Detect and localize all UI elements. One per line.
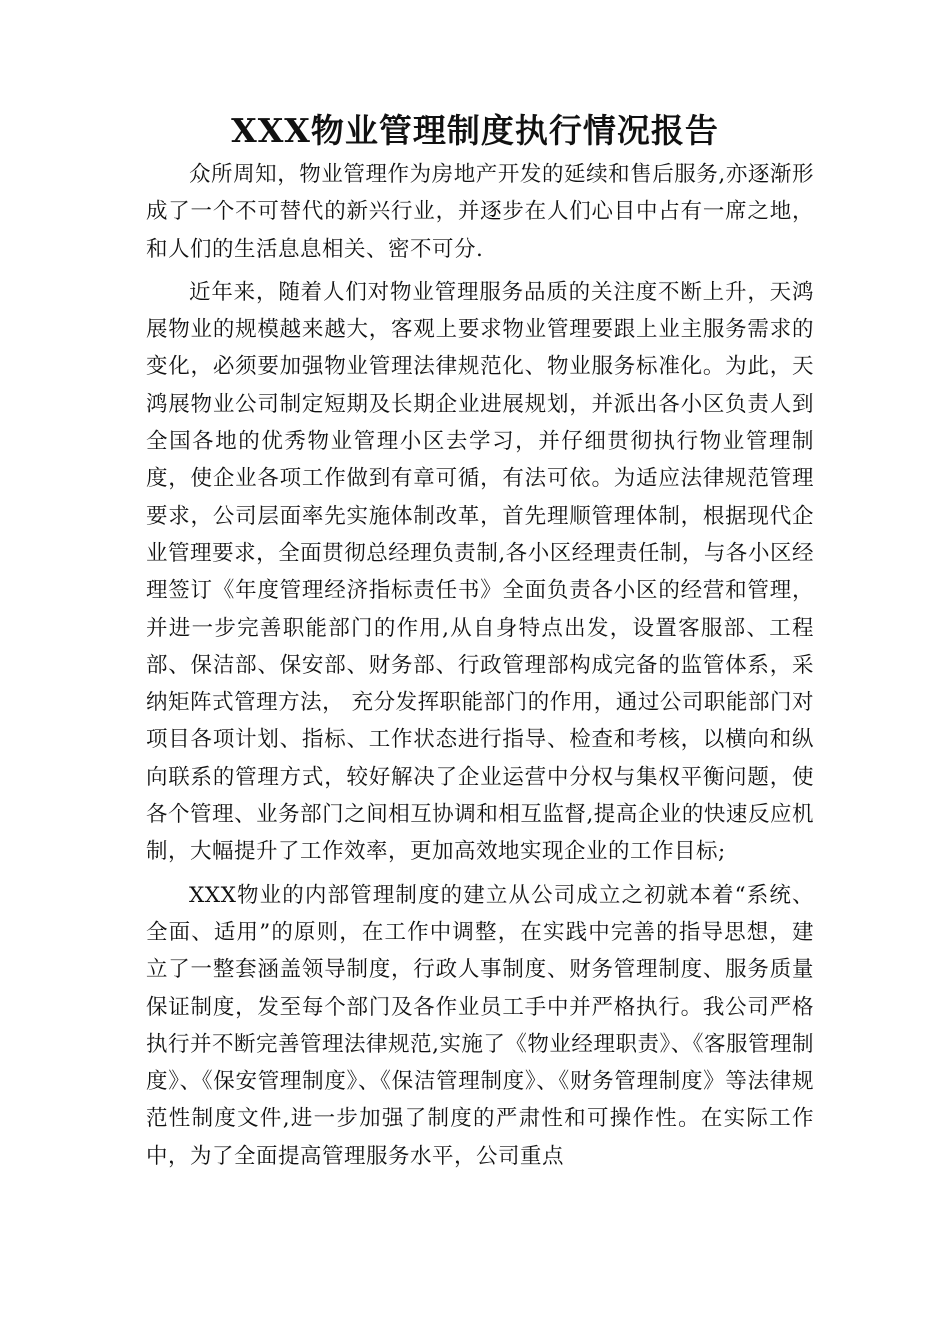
document-body [146,156,814,1175]
paragraph-internal-rules: XXX物业的内部管理制度的建立从公司成立之初就本着“系统、全面、适用”的原则，在工作中调整，在实践中完善的指导思想，建立了一整套涵盖领导制度，行政人事制度、财务管理制度、服务质量保证制度，发至每个部门及各作业员工手中并严格执行。我公司严格执行并不断完善管理法律规范,实施了《物业经理职责》、《客服管理制度》、《保安管理制度》、《保洁管理制度》、《财务管理制度》等法律规范性制度文件,进一步加强了制度的严肃性和可操作性。在实际工作中，为了全面提高管理服务水平，公司重点 [146,882,814,1169]
document-title: XXX物业管理制度执行情况报告 [231,111,719,150]
paragraph-intro: 众所周知，物业管理作为房地产开发的延续和售后服务,亦逐渐形成了一个不可替代的新兴行业，并逐步在人们心目中占有一席之地，和人们的生活息息相关、密不可分. [146,162,814,262]
paragraph-recent-years: 近年来，随着人们对物业管理服务品质的关注度不断上升，天鸿展物业的规模越来越大，客观上要求物业管理要跟上业主服务需求的变化，必须要加强物业管理法律规范化、物业服务标准化。为此，天鸿展物业公司制定短期及长期企业进展规划，并派出各小区负责人到全国各地的优秀物业管理小区去学习，并仔细贯彻执行物业管理制度，使企业各项工作做到有章可循，有法可依。为适应法律规范管理要求，公司层面率先实施体制改革，首先理顺管理体制，根据现代企业管理要求，全面贯彻总经理负责制,各小区经理责任制，与各小区经理签订《年度管理经济指标责任书》全面负责各小区的经营和管理，并进一步完善职能部门的作用,从自身特点出发，设置客服部、工程部、保洁部、保安部、财务部、行政管理部构成完备的监管体系，采纳矩阵式管理方法， 充分发挥职能部门的作用，通过公司职能部门对项目各项计划、指标、工作状态进行指导、检查和考核，以横向和纵向联系的管理方式，较好解决了企业运营中分权与集权平衡问题，使各个管理、业务部门之间相互协调和相互监督,提高企业的快速反应机制，大幅提升了工作效率，更加高效地实现企业的工作目标; [146,279,814,865]
